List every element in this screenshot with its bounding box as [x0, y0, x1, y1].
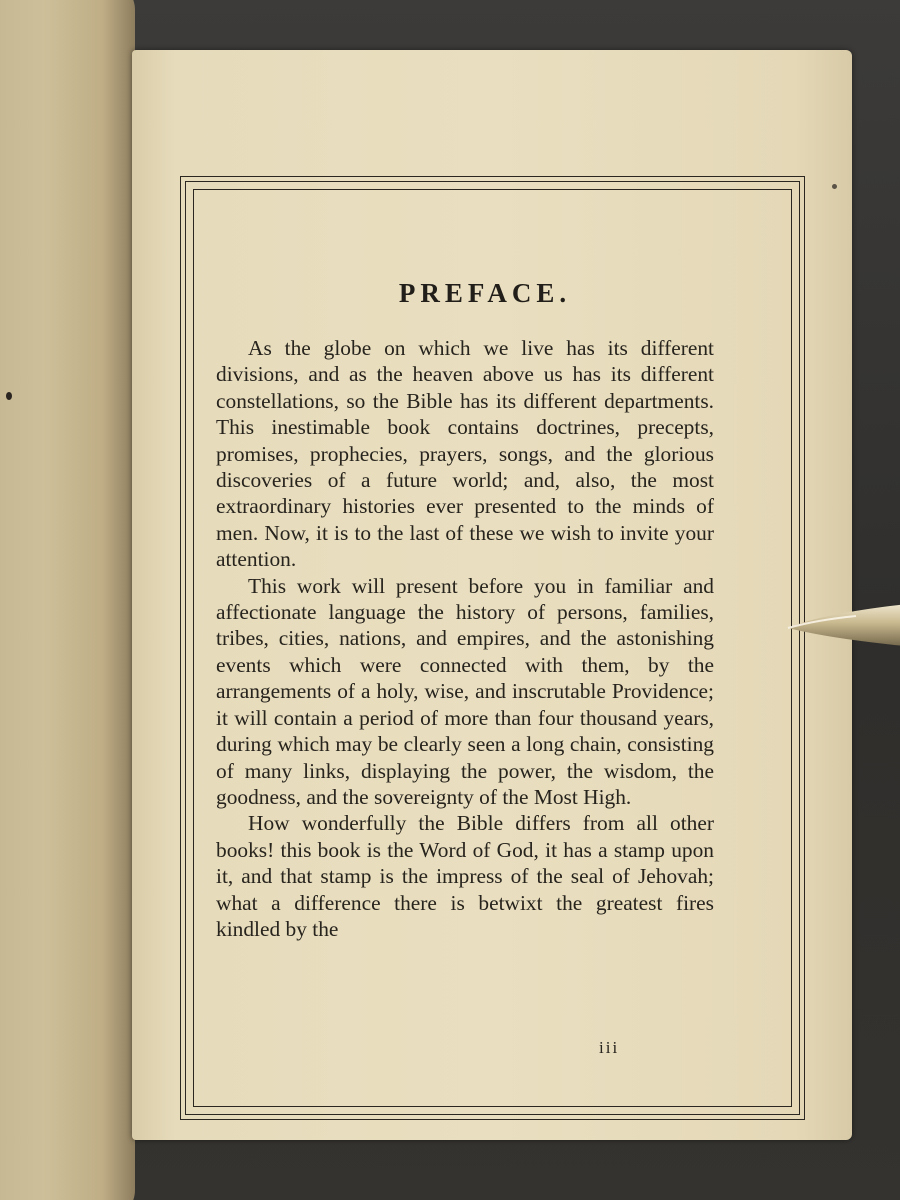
left-facing-page [0, 0, 135, 1200]
book-page [132, 50, 852, 1140]
ink-speck [6, 392, 12, 400]
pen-tip-icon [786, 598, 900, 652]
paragraph-2: This work will present before you in familiar and affectionate language the history of persons, families, tribes, cities, nations, and empires, and the astonishing events which were connected with them, by the arrangements of a holy, wise, and inscrutable Providence; it will contain a period of more than four thousand years, during which may be clearly seen a long chain, consisting of many links, displaying the power, the wisdom, the goodness, and the sovereignty of the Most High. [216, 573, 714, 809]
page-number: iii [599, 1038, 620, 1057]
page-title: PREFACE. [398, 278, 572, 308]
preface-text [216, 278, 714, 942]
paragraph-3: How wonderfully the Bible differs from all other books! this book is the Word of God, it has a stamp upon it, and that stamp is the impress of the seal of Jehovah; what a difference there is betwixt the greatest fires kindled by the [216, 811, 714, 941]
paper-speck [832, 184, 837, 189]
paragraph-1: As the globe on which we live has its different divisions, and as the heaven above us has its different constellations, so the Bible has its different departments. This inestimable book contains doctrines, precepts, promises, prophecies, prayers, songs, and the glorious discoveries of a future world; and, also, the most extraordinary histories ever presented to the minds of men. Now, it is to the last of these we wish to invite your attention. [216, 336, 714, 572]
